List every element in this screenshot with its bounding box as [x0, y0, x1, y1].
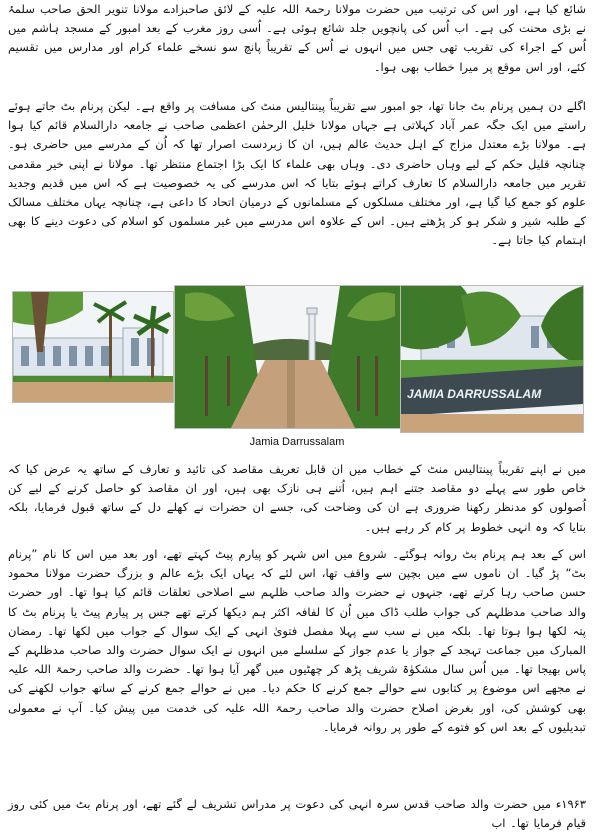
paragraph-2: اگلے دن ہمیں پرنام بٹ جانا تھا، جو امبور سے تقریباً پینتالیس منٹ کی مسافت پر واقع ہے۔ لیکن پرنام بٹ جاتے ہوئے راستے میں ایک جگہ عمر آباد کہلاتی ہے جہاں مولانا خلیل الرحمٰن اعظمی صاحب نے جامعہ دارالسلام قائم کیا ہوا ہے۔ مولانا بڑے معتدل مزاج کے اہل حدیث عالم ہیں، ان کا زبردست اصرار تھا کہ اُن کے مدرسے میں حاضری ہو۔ چنانچہ قلیل حکم کے لیے وہاں حاضری دی۔ وہاں بھی علماء کا ایک بڑا اجتماع منتظر تھا۔ مولانا نے اپنی خیر مقدمی تقریر میں جامعہ دارالسلام کا تعارف کراتے ہوئے بتایا کہ اس مدرسے کی یہ خصوصیت ہے کہ اس میں قدیم وجدید علوم کو جمع کیا گیا ہے، اور مختلف مسلکوں کے مسلمانوں کے درمیان اتحاد کا داعی ہے، چنانچہ یہاں مختلف مسالک کے طلبہ شیر و شکر ہو کر پڑھتے ہیں۔ اس کے علاوہ اس مدرسے میں غیر مسلموں کو اسلام کی دعوت دینے کا بھی اہتمام کیا جاتا ہے۔: [8, 99, 586, 248]
paragraph-1: شائع کیا ہے، اور اس کی ترتیب میں حضرت مولانا رحمۃ اللہ علیہ کے لائق صاحبزادے مولانا تنویر الحق صاحب سلمۂ نے بڑی محنت کی ہے۔ اب اُس کی پانچویں جلد شائع ہوئی ہے۔ اُسی روز مغرب کے بعد امبور کے مسجد ہاشم میں اُس کے اجراء کی تقریب تھی جس میں انہوں نے اُس کے تقریباً پانچ سو نسخے علماء کرام اور مدارس میں تقسیم کئے، اور اس موقع پر میرا خطاب بھی ہوا۔: [8, 2, 586, 74]
paragraph-4: اس کے بعد ہم پرنام بٹ روانہ ہوگئے۔ شروع میں اس شہر کو پیارم پیٹ کہتے تھے، اور بعد میں اس کا نام ”پرنام بٹ“ پڑ گیا۔ ان ناموں سے میں بچپن سے واقف تھا، اس لئے کہ یہاں ایک بڑے عالم و بزرگ حضرت مولانا محمود حسن صاحب رہا کرتے تھے، جنہوں نے حضرت والد صاحب ظلہم سے اصلاحی تعلقات قائم کیا ہوا تھا۔ اور حضرت والد صاحب مدظلہم کی جواب طلب ڈاک میں اُن کا لفافہ اکثر ہم دیکھا کرتے تھے جس پر پیارم پیٹ یا پرنام بٹ کا پتہ لکھا ہوا ہوتا تھا۔ بلکہ میں نے سب سے پہلا مفصل فتویٰ انہی کے ایک سوال کے جواب میں لکھا تھا۔ رمضان المبارک میں جماعت تہجد کے جواز یا عدم جواز کے سلسلے میں انہوں نے ایک سوال حضرت والد صاحب مدظلہم کے پاس بھیجا تھا۔ میں اُس سال مشکوٰۃ شریف پڑھ کر چھٹیوں میں گھر آیا ہوا تھا۔ حضرت والد صاحب رحمۃ اللہ علیہ نے مجھے اس موضوع پر کتابوں سے حوالے جمع کرنے کا حکم دیا۔ میں نے حوالے جمع کرنے کے ساتھ جواب لکھنے کی بھی کوشش کی، اور بغرض اصلاح حضرت والد صاحب رحمۃ اللہ علیہ کی خدمت میں پیش کیا۔ آپ نے معمولی تبدیلیوں کے بعد اس کو فتوے کے طور پر روانہ فرمایا۔: [8, 547, 586, 734]
jamia-sign-image: [401, 286, 583, 432]
paragraph-3: میں نے اپنے تقریباً پینتالیس منٹ کے خطاب میں ان قابل تعریف مقاصد کی تائید و تعارف کے ساتھ یہ عرض کیا کہ خاص طور سے پہلے دو مقاصد جتنے اہم ہیں، اُتنے ہی نازک بھی ہیں، اور ان مقاصد کو حاصل کرنے کے لیے کن اُصولوں کو مدنظر رکھنا ضروری ہے ان کی وضاحت کی، جسے ان حضرات نے کھلے دل کے ساتھ قبول فرمایا، بلکہ بتایا کہ وہ انہی خطوط پر کام کر رہے ہیں۔: [8, 462, 586, 534]
sign-text: JAMIA DARRUSSALAM: [407, 387, 542, 401]
photo-caption: Jamia Darrussalam: [249, 436, 345, 448]
photo-avenue-tower: [174, 285, 408, 429]
campus-building-image: [13, 292, 173, 402]
avenue-tower-image: [175, 286, 407, 428]
paragraph-5: ۱۹۶۳ء میں حضرت والد صاحب قدس سرہ انہی کی دعوت پر مدراس تشریف لے گئے تھے، اور پرنام بٹ میں کئی روز قیام فرمایا تھا۔ اب: [8, 797, 586, 831]
photo-campus-building: [12, 291, 174, 403]
photo-jamia-sign: [400, 285, 584, 433]
photo-strip: [12, 285, 582, 433]
